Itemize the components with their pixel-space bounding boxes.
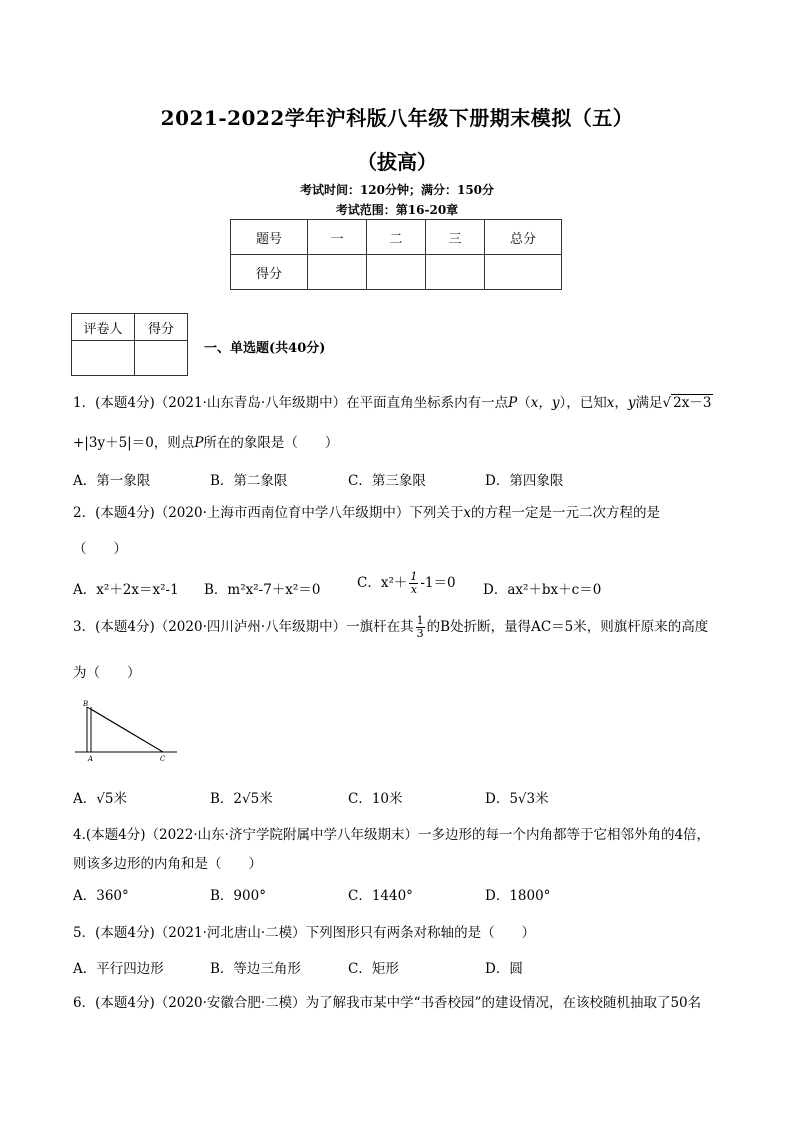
label-a: A — [88, 755, 94, 763]
exam-time-info: 考试时间：120分钟；满分：150分 — [299, 183, 495, 197]
score-cell: 得分 — [231, 255, 308, 290]
score-table — [230, 219, 562, 290]
question-4-option-c: C．1440° — [348, 888, 413, 904]
grader-label: 评卷人 — [72, 314, 135, 341]
question-3-option-b: B．2√5米 — [210, 791, 273, 807]
fraction: $\frac{1}{x}$ — [410, 570, 418, 596]
question-4-line-1: 4.(本题4分)（2022·山东·济宁学院附属中学八年级期末）一多边形的每一个内角都等于它相邻外角的4倍， — [73, 827, 711, 843]
question-3-line-2: 为（ ） — [73, 665, 141, 681]
grader-cell — [72, 341, 135, 376]
score-cell — [367, 255, 426, 290]
score-table-header-row — [231, 220, 562, 255]
score-table-score-row — [231, 255, 562, 290]
question-2-option-a: A．x²＋2x＝x²-1 — [73, 582, 179, 598]
page-title: 2021-2022学年沪科版八年级下册期末模拟（五） — [160, 106, 634, 130]
question-6-line-1: 6．(本题4分)（2020·安徽合肥·二模）为了解我市某中学“书香校园”的建设情况，在该校随机抽取了50名 — [73, 995, 702, 1011]
question-5-option-b: B．等边三角形 — [210, 961, 301, 977]
grader-score-label: 得分 — [135, 314, 188, 341]
label-c: C — [160, 755, 166, 763]
question-3-line-1: 3．(本题4分)（2020·四川泸州·八年级期中）一旗杆在其 $\frac{1}{3}$ 的B处折断，量得AC＝5米，则旗杆原来的高度 — [73, 614, 709, 640]
grader-score-cell — [135, 341, 188, 376]
section-title: 一、单选题(共40分) — [204, 341, 326, 356]
question-5-option-a: A．平行四边形 — [73, 961, 164, 977]
question-2-option-b: B．m²x²-7＋x²＝0 — [204, 582, 321, 598]
score-cell — [426, 255, 485, 290]
question-2-option-d: D．ax²＋bx＋c＝0 — [483, 582, 602, 598]
question-3-option-a: A．√5米 — [73, 791, 127, 807]
question-4-option-a: A．360° — [73, 888, 129, 904]
question-4-option-b: B．900° — [210, 888, 266, 904]
grader-table — [71, 313, 188, 376]
score-cell: 题号 — [231, 220, 308, 255]
question-4-line-2: 则该多边形的内角和是（ ） — [73, 856, 262, 872]
question-5-option-c: C．矩形 — [348, 961, 399, 977]
score-cell — [485, 255, 562, 290]
question-1-option-c: C．第三象限 — [348, 473, 426, 489]
label-b: B — [83, 700, 89, 708]
question-2-line-1: 2．(本题4分)（2020·上海市西南位育中学八年级期中）下列关于x的方程一定是一元二次方程的是 — [73, 505, 660, 521]
sqrt-expression: 2x－3 — [673, 395, 712, 411]
score-cell: 三 — [426, 220, 485, 255]
question-1-option-a: A．第一象限 — [73, 473, 151, 489]
score-cell — [308, 255, 367, 290]
question-1-line-2: +|3y＋5|＝0，则点P所在的象限是（ ） — [73, 435, 339, 451]
question-5-option-d: D．圆 — [485, 961, 523, 977]
score-cell: 一 — [308, 220, 367, 255]
question-1-option-b: B．第二象限 — [210, 473, 288, 489]
page-subtitle: （拔高） — [357, 150, 437, 174]
flagpole-figure — [73, 697, 179, 765]
exam-scope-info: 考试范围：第16-20章 — [335, 203, 459, 217]
question-5-line-1: 5．(本题4分)（2021·河北唐山·二模）下列图形只有两条对称轴的是（ ） — [73, 925, 536, 941]
question-2-line-2: （ ） — [73, 541, 127, 557]
question-1-line-1: 1．(本题4分)（2021·山东青岛·八年级期中）在平面直角坐标系内有一点P（x，y），已知x，y满足√ 2x－3 — [73, 395, 712, 411]
question-3-option-c: C．10米 — [348, 791, 403, 807]
fraction: $\frac{1}{3}$ — [416, 614, 424, 640]
question-4-option-d: D．1800° — [485, 888, 551, 904]
question-2-option-c: C．x²＋ $\frac{1}{x}$ -1＝0 — [357, 570, 456, 596]
broken-top-line — [91, 709, 163, 752]
score-cell: 总分 — [485, 220, 562, 255]
question-1-option-d: D．第四象限 — [485, 473, 564, 489]
question-3-option-d: D．5√3米 — [485, 791, 549, 807]
score-cell: 二 — [367, 220, 426, 255]
